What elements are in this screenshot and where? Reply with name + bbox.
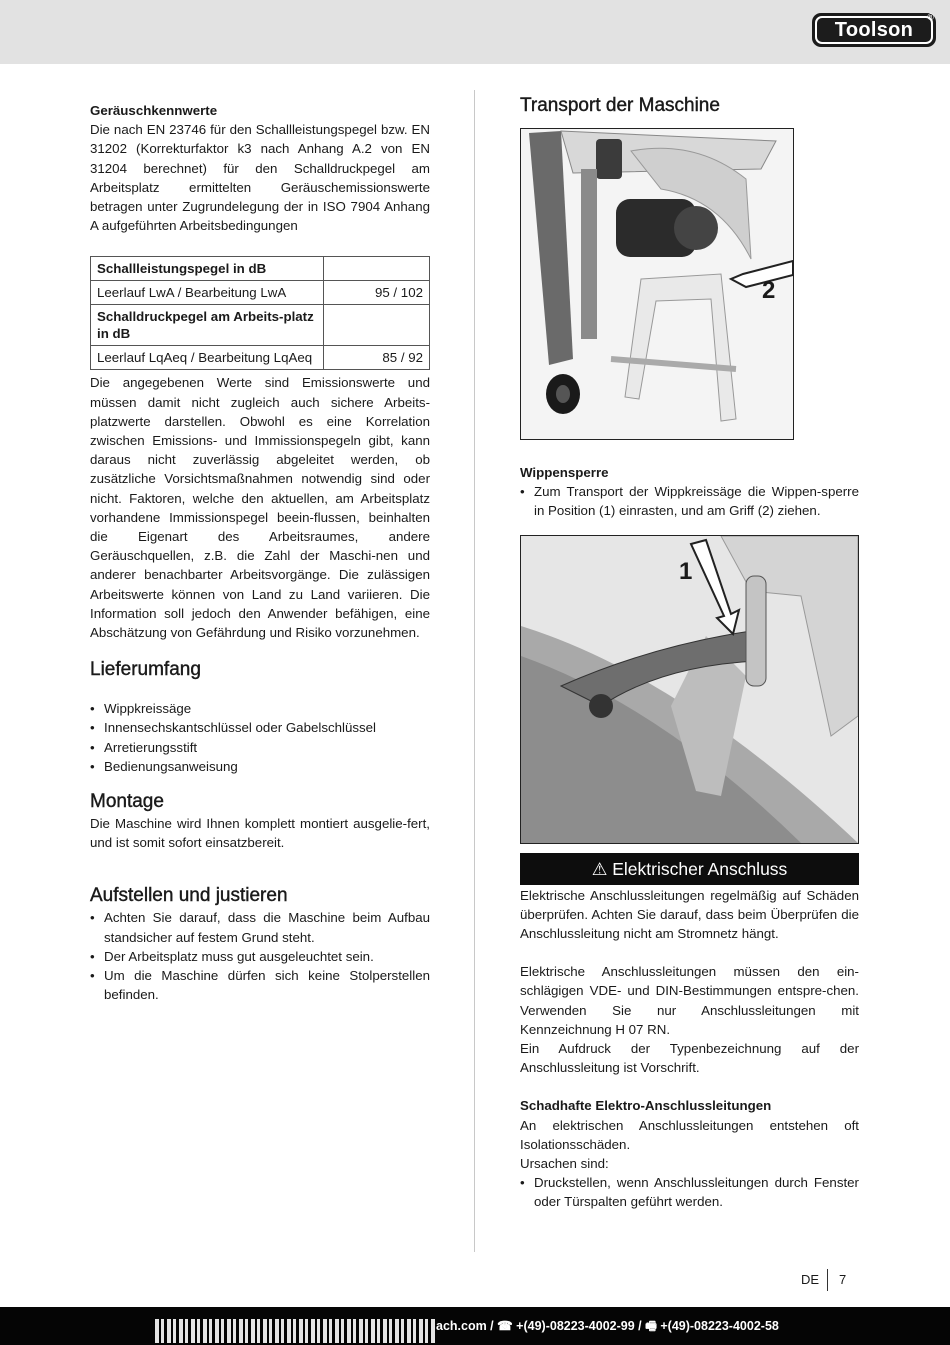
- list-item: • Der Arbeitsplatz muss gut ausgeleuchtet sein.: [90, 947, 430, 966]
- lock-photo: [520, 535, 859, 844]
- brand-logo: [812, 13, 936, 47]
- damaged-text-2: Ursachen sind:: [520, 1156, 609, 1172]
- photo-callout-1: 1: [679, 557, 693, 585]
- list-item: • Druckstellen, wenn Anschlussleitungen durch Fenster oder Türspalten geführt werden.: [520, 1173, 859, 1211]
- table-cell-label: Schallleistungspegel in dB: [91, 257, 324, 281]
- table-row: [91, 281, 430, 305]
- scope-list: [90, 699, 430, 776]
- damaged-list: [520, 1173, 859, 1211]
- table-cell-value: [324, 257, 430, 281]
- electric-text-1: Elektrische Anschlussleitungen regelmäßig auf Schäden überprüfen. Achten Sie darauf, dass beim Überprüfen die Anschlussleitung nicht am Stromnetz hängt.: [520, 887, 859, 942]
- footer-overprint: [155, 1319, 435, 1343]
- table-row: [91, 257, 430, 281]
- table-row: [91, 305, 430, 346]
- list-item: • Arretierungsstift: [90, 738, 430, 757]
- list-item: • Innensechskantschlüssel oder Gabelschlüssel: [90, 718, 430, 737]
- assembly-title: Montage: [90, 791, 164, 813]
- noise-text: Die angegebenen Werte sind Emissionswerte und müssen damit nicht zugleich auch sichere Arbeits-platzwerte darstellen. Obwohl es eine Korrelation zwischen Emissions- und Immissionspegeln gibt, kann daraus nicht zuverlässig abgeleitet werden, ob zusätzliche Vorsichtsmaßnahmen notwendig sind oder nicht. Faktoren, welche den aktuellen, am Arbeitsplatz vorhandene Immissionspegel beein-flussen, beinhalten die Eigenart des Arbeitsraumes, andere Geräuschquellen, z.B. die Zahl der Maschi-nen und anderer benachbarter Arbeitsvorgänge. Die zulässigen Arbeitswerte können von Land zu Land variieren. Die Information soll jedoch den Anwender befähigen, eine Abschätzung von Gefährdung und Risiko vorzunehmen.: [90, 375, 430, 641]
- lock-heading: Wippensperre: [520, 465, 609, 480]
- electric-text-2: Elektrische Anschlussleitungen müssen den ein-schlägigen VDE- und DIN-Bestimmungen entspre-chen. Verwenden Sie nur Anschlussleitungen mit Kennzeichnung H 07 RN.: [520, 964, 859, 1037]
- brand-logo-text: Toolson: [815, 16, 933, 44]
- damaged-text-1: An elektrischen Anschlussleitungen entstehen oft Isolationsschäden.: [520, 1117, 859, 1152]
- page-number: 7: [839, 1272, 847, 1287]
- table-cell-label: Leerlauf LqAeq / Bearbeitung LqAeq: [91, 346, 324, 370]
- setup-list: [90, 908, 430, 1004]
- setup-title: Aufstellen und justieren: [90, 885, 288, 907]
- right-column: [520, 94, 859, 1212]
- footer-language: DE: [801, 1272, 820, 1287]
- assembly-text: Die Maschine wird Ihnen komplett montiert ausgelie-fert, und ist somit sofort einsatzbereit.: [90, 816, 430, 851]
- table-cell-value: [324, 305, 430, 346]
- table-row: [91, 346, 430, 370]
- page-header: [0, 0, 950, 64]
- transport-photo-illustration: [521, 129, 793, 439]
- list-item: • Achten Sie darauf, dass die Maschine beim Aufbau standsicher auf festem Grund steht.: [90, 908, 430, 946]
- list-item: • Wippkreissäge: [90, 699, 430, 718]
- registered-mark: ®: [927, 12, 934, 22]
- electric-banner: ⚠ Elektrischer Anschluss: [520, 853, 859, 885]
- list-item: • Zum Transport der Wippkreissäge die Wippen-sperre in Position (1) einrasten, und am Griff (2) ziehen.: [520, 482, 859, 520]
- lock-list: [520, 482, 859, 520]
- table-cell-label: Schalldruckpegel am Arbeits-platz in dB: [91, 305, 324, 346]
- column-divider: [474, 90, 475, 1252]
- scope-title: Lieferumfang: [90, 659, 201, 681]
- photo-callout-2: 2: [762, 277, 776, 304]
- electric-text-3: Ein Aufdruck der Typenbezeichnung auf der Anschlussleitung ist Vorschrift.: [520, 1041, 859, 1076]
- table-cell-label: Leerlauf LwA / Bearbeitung LwA: [91, 281, 324, 305]
- footer-separator: [827, 1269, 828, 1291]
- table-cell-value: 85 / 92: [324, 346, 430, 370]
- footer-contact: ach.com / ☎ +(49)-08223-4002-99 / 🖷 +(49)-08223-4002-58: [436, 1319, 779, 1333]
- list-item: • Um die Maschine dürfen sich keine Stolperstellen befinden.: [90, 966, 430, 1004]
- footer-bar: [0, 1307, 950, 1345]
- noise-intro: Die nach EN 23746 für den Schallleistungspegel bzw. EN 31202 (Korrekturfaktor k3 nach Anhang A.2 von EN 31204 berechnet) für den Schalldruckpegel am Arbeitsplatz ermittelten Geräuschemissionswerte betragen unter Zugrundelegung der in ISO 7904 Anhang A aufgeführten Arbeitsbedingungen: [90, 122, 430, 234]
- damaged-heading: Schadhafte Elektro-Anschlussleitungen: [520, 1098, 772, 1114]
- left-column: [90, 100, 430, 1005]
- noise-heading: Geräuschkennwerte: [90, 103, 218, 118]
- table-cell-value: 95 / 102: [324, 281, 430, 305]
- list-item: • Bedienungsanweisung: [90, 757, 430, 776]
- transport-photo: [520, 128, 794, 440]
- transport-title: Transport der Maschine: [520, 95, 720, 116]
- noise-table: [90, 256, 430, 370]
